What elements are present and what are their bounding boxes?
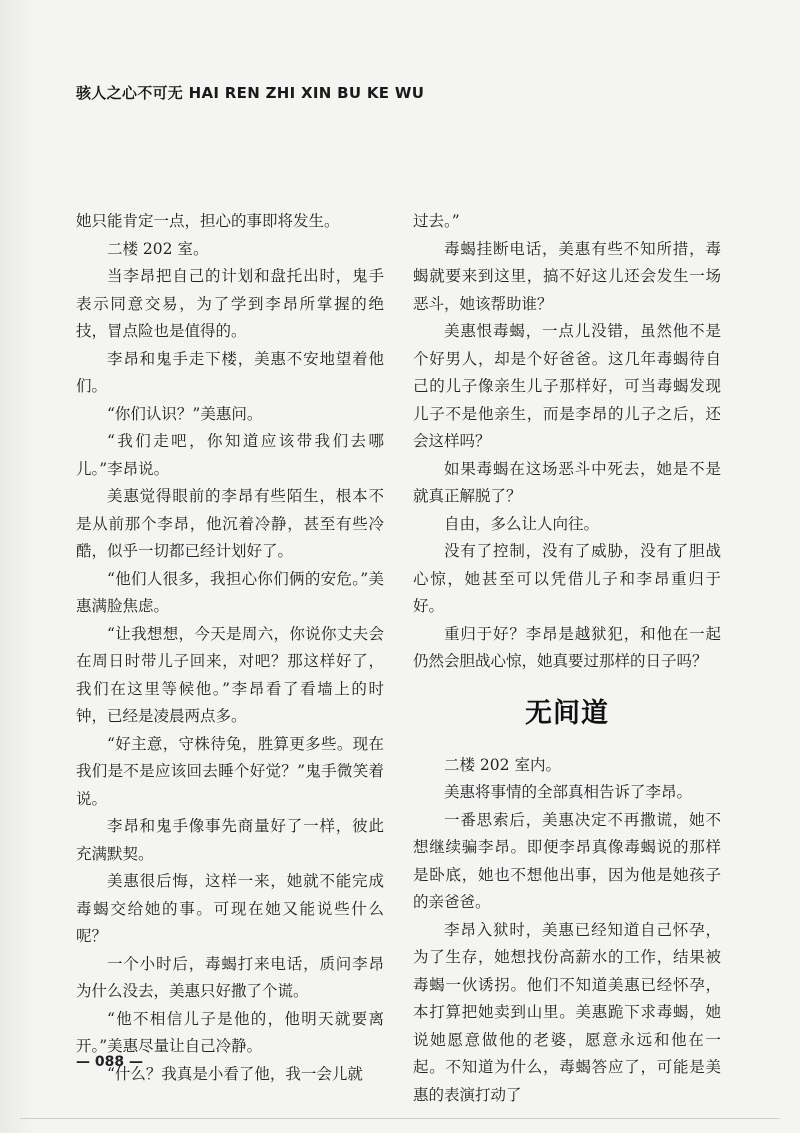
paragraph: 李昂和鬼手像事先商量好了一样，彼此充满默契。	[76, 817, 384, 863]
paragraph: “让我想想，今天是周六，你说你丈夫会在周日时带儿子回来，对吧？那这样好了，我们在这里等候他。”李昂看了看墙上的时钟，已经是凌晨两点多。	[76, 624, 384, 725]
page-edge-shadow	[0, 0, 34, 1133]
paragraph: “什么？我真是小看了他，我一会儿就	[107, 1064, 363, 1083]
paragraph: 一个小时后，毒蝎打来电话，质问李昂为什么没去，美惠只好撒了个谎。	[76, 954, 384, 1000]
paragraph: 没有了控制，没有了威胁，没有了胆战心惊，她甚至可以凭借儿子和李昂重归于好。	[413, 542, 721, 615]
paragraph: 自由，多么让人向往。	[444, 514, 600, 533]
paragraph: 美惠将事情的全部真相告诉了李昂。	[444, 783, 693, 801]
paragraph: 她只能肯定一点，担心的事即将发生。	[76, 212, 340, 230]
header-title-chinese: 骇人之心不可无	[76, 84, 184, 102]
paragraph: 李昂入狱时，美惠已经知道自己怀孕，为了生存，她想找份高薪水的工作，结果被毒蝎一伙诱拐。他们不知道美惠已经怀孕，本打算把她卖到山里。美惠跪下求毒蝎，她说她愿意做他的老婆，愿意永远和他在一起。不知道为什么，毒蝎答应了，可能是美惠的表演打动了	[413, 920, 721, 1104]
header-title-pinyin: HAI REN ZHI XIN BU KE WU	[188, 84, 425, 102]
paragraph: “他不相信儿子是他的，他明天就要离开。”美惠尽量让自己冷静。	[76, 1009, 384, 1055]
page-number: — 088 —	[76, 1054, 143, 1070]
running-header	[76, 82, 424, 103]
paragraph: 美惠恨毒蝎，一点儿没错，虽然他不是个好男人，却是个好爸爸。这几年毒蝎待自己的儿子像亲生儿子那样好，可当毒蝎发现儿子不是他亲生，而是李昂的儿子之后，还会这样吗？	[413, 322, 721, 450]
paragraph: 二楼 202 室内。	[444, 755, 561, 774]
paragraph: 美惠觉得眼前的李昂有些陌生，根本不是从前那个李昂，他沉着冷静，甚至有些冷酷，似乎一切都已经计划好了。	[76, 487, 384, 560]
right-column-bottom	[413, 752, 721, 1110]
paragraph: “他们人很多，我担心你们俩的安危。”美惠满脸焦虑。	[76, 569, 384, 615]
left-column	[76, 208, 384, 1088]
right-column-top	[413, 208, 721, 676]
paragraph: 一番思索后，美惠决定不再撒谎，她不想继续骗李昂。即便李昂真像毒蝎说的那样是卧底，她也不想他出事，因为他是她孩子的亲爸爸。	[413, 810, 721, 911]
paragraph: 如果毒蝎在这场恶斗中死去，她是不是就真正解脱了？	[413, 459, 721, 505]
paragraph: 重归于好？李昂是越狱犯，和他在一起仍然会胆战心惊，她真要过那样的日子吗？	[413, 624, 721, 670]
paragraph: 李昂和鬼手走下楼，美惠不安地望着他们。	[76, 349, 384, 395]
paragraph: “我们走吧，你知道应该带我们去哪儿。”李昂说。	[76, 432, 384, 478]
bottom-rule	[20, 1118, 780, 1119]
paragraph: 美惠很后悔，这样一来，她就不能完成毒蝎交给她的事。可现在她又能说些什么呢？	[76, 872, 384, 945]
paragraph: “你们认识？”美惠问。	[107, 404, 263, 423]
paragraph: “好主意，守株待兔，胜算更多些。现在我们是不是应该回去睡个好觉？”鬼手微笑着说。	[76, 734, 384, 808]
paragraph: 过去。”	[413, 212, 460, 230]
paragraph: 毒蝎挂断电话，美惠有些不知所措，毒蝎就要来到这里，搞不好这儿还会发生一场恶斗，她该帮助谁？	[413, 239, 721, 313]
section-heading: 无间道	[525, 697, 609, 729]
paragraph: 当李昂把自己的计划和盘托出时，鬼手表示同意交易，为了学到李昂所掌握的绝技，冒点险也是值得的。	[76, 267, 384, 340]
right-column	[413, 208, 721, 1109]
paragraph: 二楼 202 室。	[107, 239, 209, 258]
